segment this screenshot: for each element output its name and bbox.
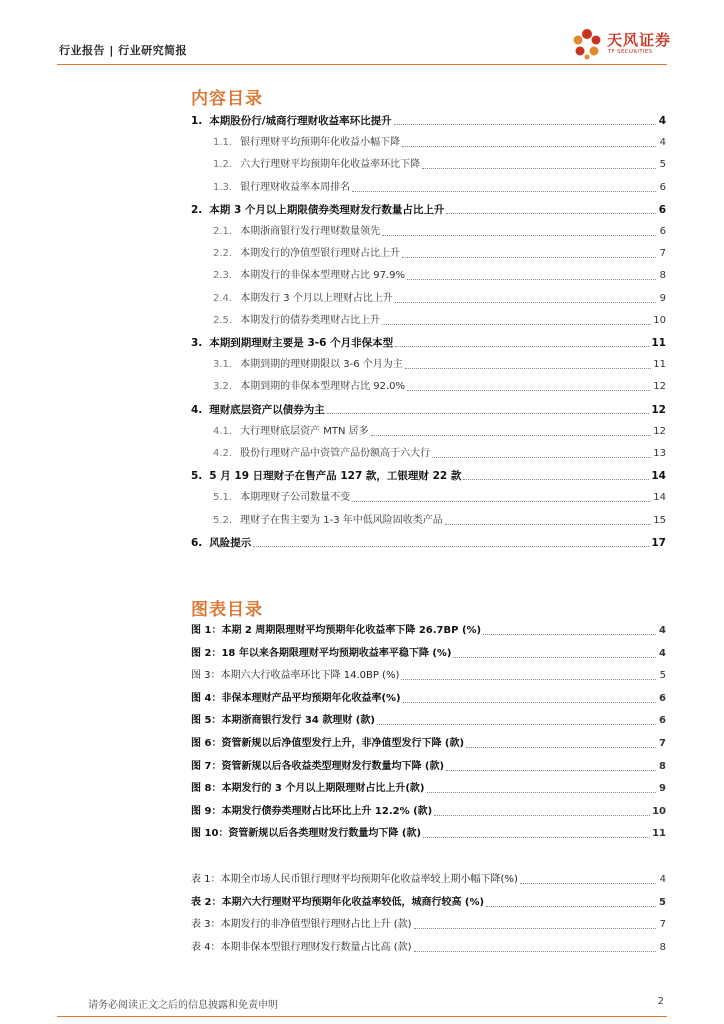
toc-entry-page: 17: [651, 537, 666, 549]
toc-entry-text: 表 3：本期发行的非净值型银行理财占比上升 (款): [191, 919, 412, 930]
toc-entry[interactable]: [191, 334, 666, 350]
toc-entry-text: 本期到期的理财期限以 3-6 个月为主: [240, 359, 403, 370]
dot-leader: [423, 835, 650, 838]
toc-entry-page: 4: [659, 648, 666, 659]
toc-entry-text: 本期发行的债券类理财占比上升: [240, 315, 381, 326]
toc-entry[interactable]: [191, 825, 666, 841]
dot-leader: [407, 277, 656, 280]
toc-entry-number: 4.1.: [213, 426, 233, 437]
toc-entry-page: 6: [659, 715, 666, 726]
dot-leader: [395, 300, 656, 303]
logo-flower-icon: [568, 26, 606, 62]
toc-entry[interactable]: [191, 939, 666, 955]
dot-leader: [253, 544, 649, 547]
toc-entry-text: 大行理财底层资产 MTN 居多: [240, 426, 369, 437]
dot-leader: [352, 499, 651, 502]
toc-entry-page: 10: [652, 806, 666, 817]
toc-entry-page: 6: [659, 182, 666, 193]
dot-leader: [407, 388, 651, 391]
logo-chinese-name: 天风证券: [607, 31, 672, 49]
toc-entry-page: 12: [653, 426, 666, 437]
toc-entry-text: 图 2：18 年以来各期限理财平均预期收益率平稳下降 (%): [191, 648, 452, 659]
toc-entry-page: 8: [659, 942, 666, 953]
toc-entry-text: 本期股份行/城商行理财收益率环比提升: [209, 115, 392, 127]
toc-entry-page: 6: [659, 226, 666, 237]
toc-entry-page: 4: [659, 874, 666, 885]
dot-leader: [401, 677, 656, 680]
toc-entry-page: 11: [653, 359, 666, 370]
toc-entry[interactable]: [191, 467, 666, 483]
figures-toc-title: 图表目录: [191, 600, 263, 620]
toc-entry[interactable]: [191, 803, 666, 819]
toc-entry[interactable]: [191, 894, 666, 910]
toc-entry[interactable]: [191, 201, 666, 217]
toc-entry-text: 股份行理财产品中资管产品份额高于六大行: [240, 448, 431, 459]
dot-leader: [382, 322, 651, 325]
toc-entry-text: 六大行理财平均预期年化收益率环比下降: [240, 159, 421, 170]
toc-entry-number: 2.: [191, 204, 203, 216]
toc-entry[interactable]: [191, 267, 666, 283]
toc-entry-text: 图 6：资管新规以后净值型发行上升，非净值型发行下降 (款): [191, 738, 465, 749]
toc-entry[interactable]: [191, 290, 666, 306]
dot-leader: [427, 790, 656, 793]
toc-entry-number: 5.2.: [213, 515, 233, 526]
dot-leader: [327, 411, 650, 414]
toc-entry-page: 5: [659, 159, 666, 170]
toc-entry[interactable]: [191, 534, 666, 550]
toc-entry-page: 7: [659, 919, 666, 930]
toc-entry-number: 2.4.: [213, 293, 233, 304]
toc-entry-number: 3.2.: [213, 381, 233, 392]
toc-entry-number: 3.: [191, 337, 203, 349]
toc-entry-number: 4.: [191, 404, 203, 416]
page-number: 2: [657, 996, 664, 1007]
toc-entry-text: 图 8：本期发行的 3 个月以上期限理财占比上升(款): [191, 783, 425, 794]
toc-entry-page: 10: [653, 315, 666, 326]
toc-entry-text: 银行理财平均预期年化收益小幅下降: [240, 137, 401, 148]
toc-entry-number: 1.1.: [213, 137, 233, 148]
toc-entry-page: 13: [653, 448, 666, 459]
toc-entry-number: 5.: [191, 470, 203, 482]
toc-entry[interactable]: [191, 489, 666, 505]
toc-entry-page: 4: [658, 115, 666, 127]
toc-entry-text: 表 2：本期六大行理财平均预期年化收益率较低，城商行较高 (%): [191, 897, 485, 908]
toc-entry-page: 14: [653, 492, 666, 503]
toc-entry-page: 8: [659, 270, 666, 281]
dot-leader: [414, 926, 656, 929]
toc-entry-number: 3.1.: [213, 359, 233, 370]
toc-entry-number: 1.: [191, 115, 203, 127]
toc-entry[interactable]: [191, 134, 666, 150]
toc-entry-number: 2.5.: [213, 315, 233, 326]
toc-entry[interactable]: [191, 780, 666, 796]
toc-entry-number: 2.3.: [213, 270, 233, 281]
toc-entry-number: 4.2.: [213, 448, 233, 459]
toc-entry-number: 6.: [191, 537, 203, 549]
toc-entry[interactable]: [191, 179, 666, 195]
toc-entry-text: 图 3：本期六大行收益率环比下降 14.0BP (%): [191, 670, 400, 681]
dot-leader: [453, 655, 656, 658]
dot-leader: [352, 189, 656, 192]
dot-leader: [414, 949, 656, 952]
toc-entry[interactable]: [191, 223, 666, 239]
toc-entry[interactable]: [191, 645, 666, 661]
toc-entry-page: 9: [659, 293, 666, 304]
footer-divider: [57, 1016, 667, 1017]
report-category-label: 行业报告 | 行业研究简报: [59, 44, 188, 57]
dot-leader: [402, 255, 656, 258]
toc-entry-page: 7: [659, 738, 666, 749]
toc-entry-number: 1.3.: [213, 182, 233, 193]
toc-entry-number: 1.2.: [213, 159, 233, 170]
toc-entry[interactable]: [191, 735, 666, 751]
dot-leader: [483, 632, 656, 635]
toc-entry-text: 表 1：本期全市场人民币银行理财平均预期年化收益率较上期小幅下降(%): [191, 874, 518, 885]
toc-entry-text: 图 10：资管新规以后各类理财发行数量均下降 (款): [191, 828, 422, 839]
toc-entry[interactable]: [191, 690, 666, 706]
dot-leader: [371, 433, 652, 436]
dot-leader: [463, 477, 649, 480]
toc-entry-page: 11: [651, 337, 666, 349]
toc-entry[interactable]: [191, 401, 666, 417]
toc-entry-page: 8: [659, 761, 666, 772]
toc-entry[interactable]: [191, 667, 666, 683]
toc-entry[interactable]: [191, 712, 666, 728]
toc-entry-number: 2.1.: [213, 226, 233, 237]
toc-entry-text: 图 1：本期 2 周期限理财平均预期年化收益率下降 26.7BP (%): [191, 625, 482, 636]
toc-entry[interactable]: [191, 156, 666, 172]
dot-leader: [445, 522, 651, 525]
toc-entry-text: 本期浙商银行发行理财数量领先: [240, 226, 381, 237]
toc-entry-text: 图 9：本期发行债券类理财占比环比上升 12.2% (款): [191, 806, 433, 817]
dot-leader: [402, 144, 656, 147]
dot-leader: [446, 768, 656, 771]
toc-entry[interactable]: [191, 622, 666, 638]
toc-entry[interactable]: [191, 445, 666, 461]
toc-entry-text: 本期发行的非保本型理财占比 97.9%: [240, 270, 406, 281]
toc-entry-page: 5: [659, 670, 666, 681]
toc-entry-number: 2.2.: [213, 248, 233, 259]
toc-entry[interactable]: [191, 245, 666, 261]
toc-entry-text: 表 4：本期非保本型银行理财发行数量占比高 (款): [191, 942, 412, 953]
toc-entry[interactable]: [191, 112, 666, 128]
toc-entry[interactable]: [191, 871, 666, 887]
toc-entry-page: 12: [651, 404, 666, 416]
toc-entry-page: 9: [659, 783, 666, 794]
toc-entry-text: 银行理财收益率本周排名: [240, 182, 351, 193]
header-divider: [57, 64, 667, 65]
toc-entry-text: 本期到期的非保本型理财占比 92.0%: [240, 381, 406, 392]
dot-leader: [466, 745, 656, 748]
toc-entry-text: 本期 3 个月以上期限债券类理财发行数量占比上升: [209, 204, 445, 216]
toc-entry[interactable]: [191, 758, 666, 774]
toc-entry-page: 6: [659, 693, 666, 704]
toc-entry-text: 风险提示: [209, 537, 252, 549]
dot-leader: [520, 881, 656, 884]
logo-english-name: TF SECURITIES: [608, 49, 653, 55]
toc-entry[interactable]: [191, 916, 666, 932]
toc-entry-text: 图 4：非保本理财产品平均预期年化收益率(%): [191, 693, 401, 704]
toc-entry-text: 本期发行的净值型银行理财占比上升: [240, 248, 401, 259]
dot-leader: [405, 366, 651, 369]
dot-leader: [403, 700, 656, 703]
toc-entry[interactable]: [191, 512, 666, 528]
toc-entry-page: 4: [659, 137, 666, 148]
toc-entry-number: 5.1.: [213, 492, 233, 503]
toc-entry-text: 理财子在售主要为 1-3 年中低风险固收类产品: [240, 515, 443, 526]
toc-entry-text: 图 5：本期浙商银行发行 34 款理财 (款): [191, 715, 375, 726]
dot-leader: [395, 344, 649, 347]
toc-entry[interactable]: [191, 378, 666, 394]
toc-entry-page: 6: [658, 204, 666, 216]
toc-entry-text: 5 月 19 日理财子在售产品 127 款，工银理财 22 款: [209, 470, 462, 482]
dot-leader: [434, 813, 650, 816]
dot-leader: [432, 455, 651, 458]
toc-entry-text: 本期理财子公司数量不变: [240, 492, 351, 503]
toc-entry-page: 11: [652, 828, 666, 839]
toc-entry[interactable]: [191, 312, 666, 328]
toc-entry-text: 图 7：资管新规以后各收益类型理财发行数量均下降 (款): [191, 761, 445, 772]
dot-leader: [377, 722, 656, 725]
toc-title: 内容目录: [191, 89, 263, 109]
toc-entry-text: 本期到期理财主要是 3-6 个月非保本型: [209, 337, 394, 349]
toc-entry-page: 12: [653, 381, 666, 392]
toc-entry-page: 7: [659, 248, 666, 259]
disclaimer-note: 请务必阅读正文之后的信息披露和免责申明: [88, 1000, 278, 1011]
dot-leader: [422, 166, 656, 169]
dot-leader: [446, 211, 656, 214]
dot-leader: [382, 233, 656, 236]
dot-leader: [486, 904, 656, 907]
company-logo: [568, 26, 678, 62]
toc-entry-page: 14: [651, 470, 666, 482]
toc-entry-page: 5: [659, 897, 666, 908]
toc-entry-page: 15: [653, 515, 666, 526]
dot-leader: [394, 122, 656, 125]
toc-entry-text: 本期发行 3 个月以上理财占比上升: [240, 293, 393, 304]
toc-entry[interactable]: [191, 356, 666, 372]
toc-entry-text: 理财底层资产以债券为主: [209, 404, 325, 416]
toc-entry-page: 4: [659, 625, 666, 636]
toc-entry[interactable]: [191, 423, 666, 439]
